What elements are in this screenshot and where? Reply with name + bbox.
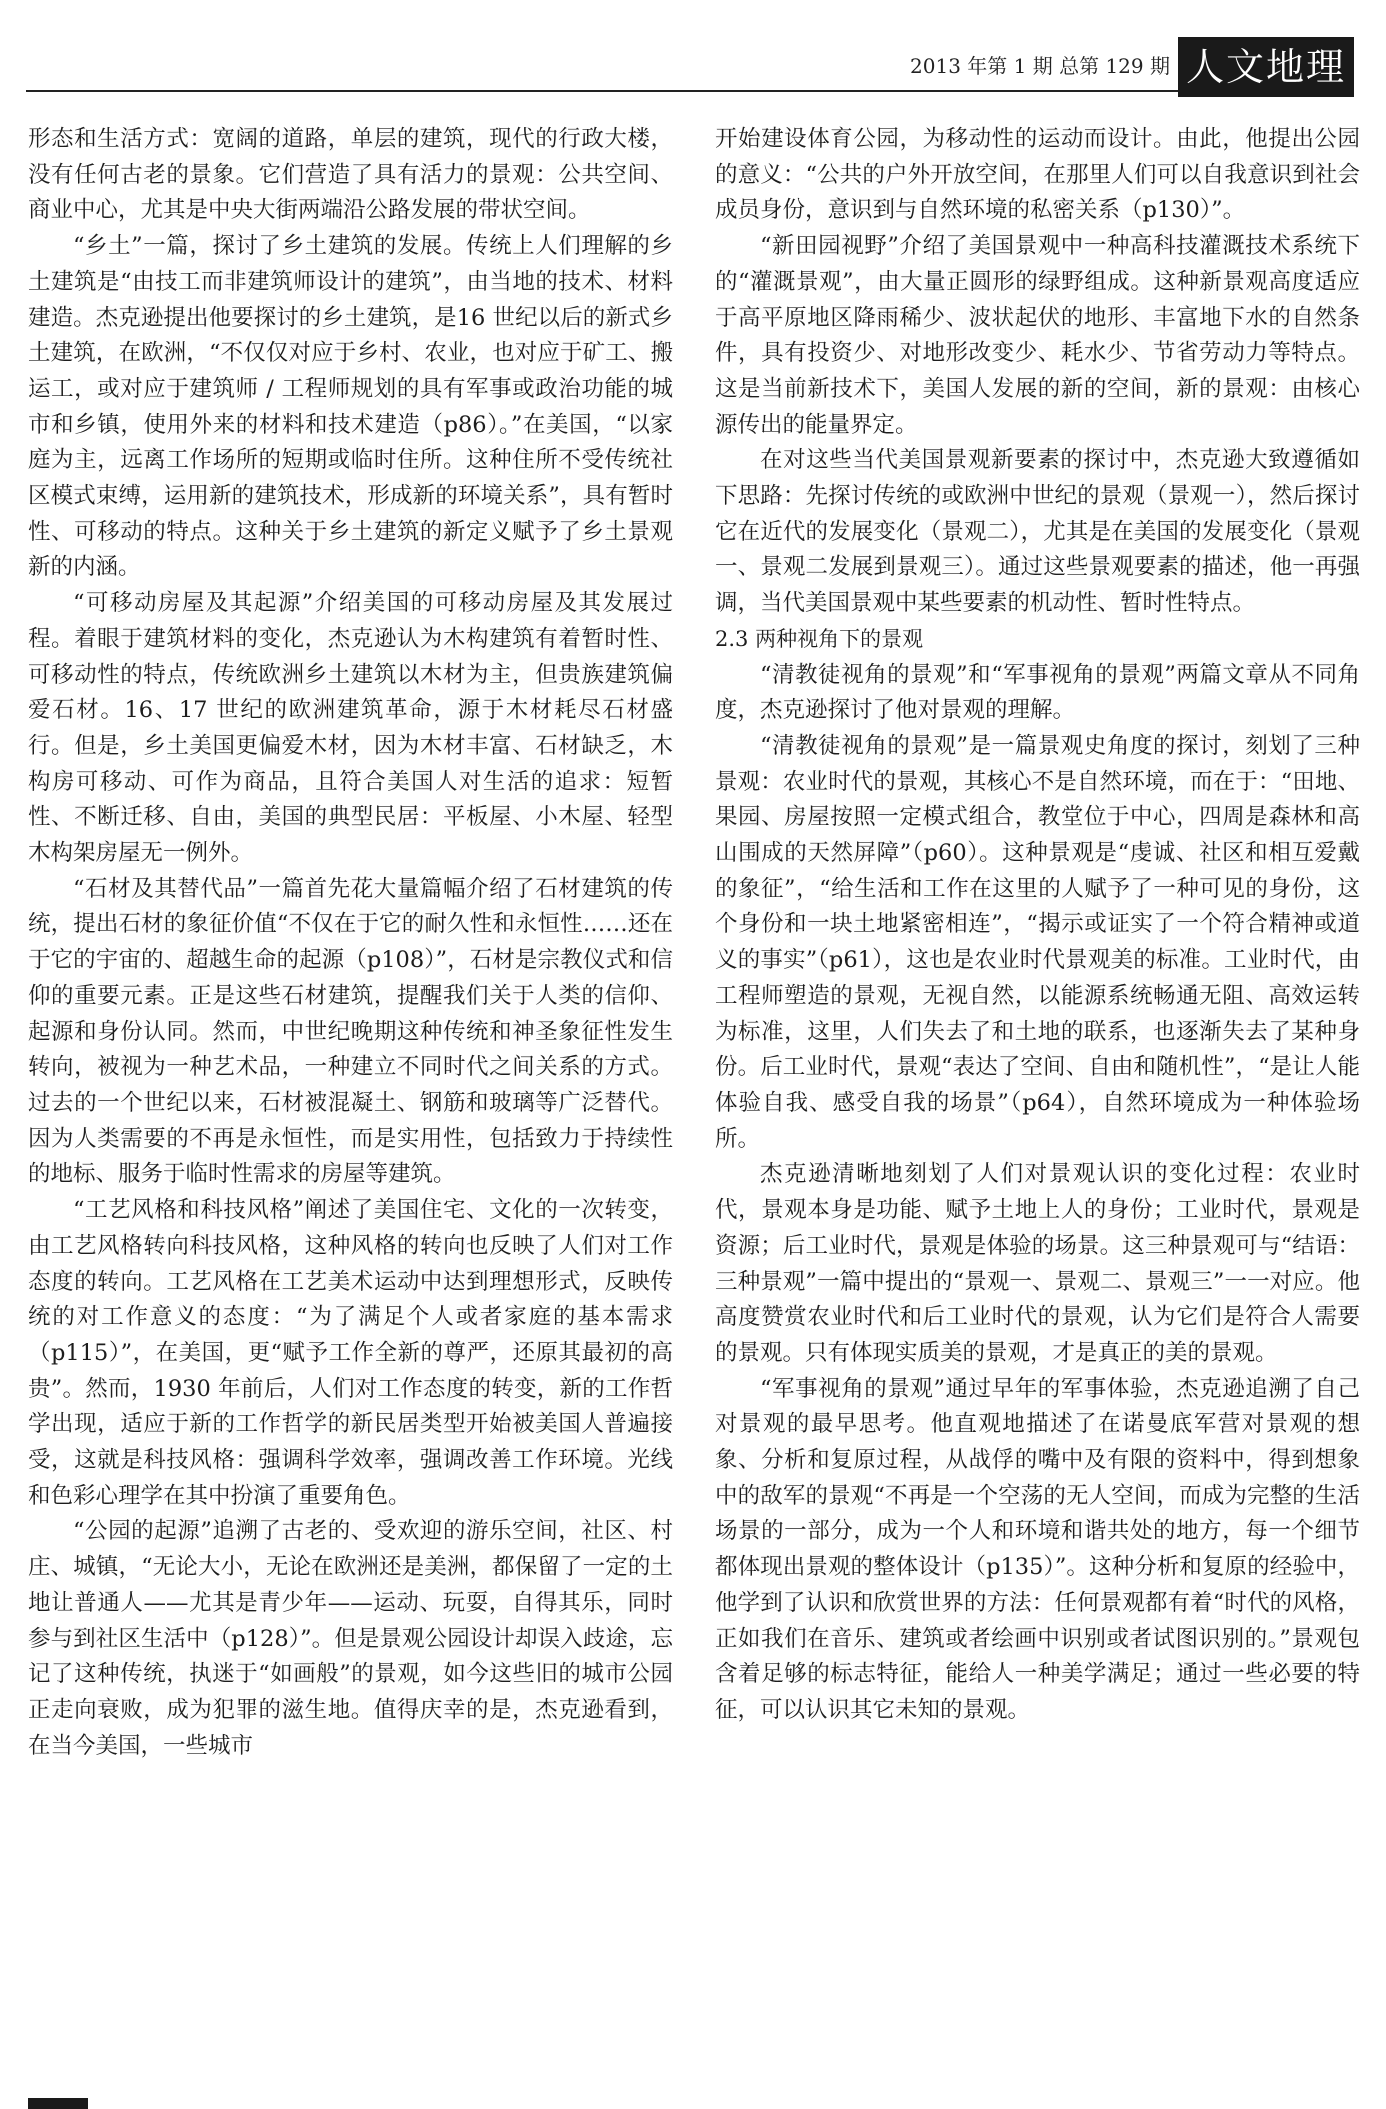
paragraph: 形态和生活方式：宽阔的道路，单层的建筑，现代的行政大楼，没有任何古老的景象。它们营造了具有活力的景观：公共空间、商业中心，尤其是中央大街两端沿公路发展的带状空间。 — [28, 126, 673, 224]
paragraph: “清教徒视角的景观”和“军事视角的景观”两篇文章从不同角度，杰克逊探讨了他对景观的理解。 — [715, 661, 1360, 724]
paragraph: “乡土”一篇，探讨了乡土建筑的发展。传统上人们理解的乡土建筑是“由技工而非建筑师设计的建筑”，由当地的技术、材料建造。杰克逊提出他要探讨的乡土建筑，是16 世纪以后的新式乡土建筑，在欧洲，“不仅仅对应于乡村、农业，也对应于矿工、搬运工，或对应于建筑师 / 工程师规划的具有军事或政治功能的城市和乡镇，使用外来的材料和技术建造（p86）。”在美国，“以家庭为主，远离工作场所的短期或临时住所。这种住所不受传统社区模式束缚，运用新的建筑技术，形成新的环境关系”，具有暂时性、可移动的特点。这种关于乡土建筑的新定义赋予了乡土景观新的内涵。 — [28, 233, 673, 581]
paragraph: “军事视角的景观”通过早年的军事体验，杰克逊追溯了自己对景观的最早思考。他直观地描述了在诺曼底军营对景观的想象、分析和复原过程，从战俘的嘴中及有限的资料中，得到想象中的敌军的景观“不再是一个空荡的无人空间，而成为完整的生活场景的一部分，成为一个人和环境和谐共处的地方，每一个细节都体现出景观的整体设计（p135）”。这种分析和复原的经验中，他学到了认识和欣赏世界的方法：任何景观都有着“时代的风格，正如我们在音乐、建筑或者绘画中识别或者试图识别的。”景观包含着足够的标志特征，能给人一种美学满足；通过一些必要的特征，可以认识其它未知的景观。 — [715, 1375, 1360, 1723]
page-number-tab — [28, 2098, 88, 2109]
journal-name: 人文地理 — [1178, 37, 1354, 97]
header-rule — [26, 90, 1178, 92]
paragraph: “新田园视野”介绍了美国景观中一种高科技灌溉技术系统下的“灌溉景观”，由大量正圆形的绿野组成。这种新景观高度适应于高平原地区降雨稀少、波状起伏的地形、丰富地下水的自然条件，具有投资少、对地形改变少、耗水少、节省劳动力等特点。这是当前新技术下，美国人发展的新的空间，新的景观：由核心源传出的能量界定。 — [715, 233, 1360, 438]
paragraph: 开始建设体育公园，为移动性的运动而设计。由此，他提出公园的意义：“公共的户外开放空间，在那里人们可以自我意识到社会成员身份，意识到与自然环境的私密关系（p130）”。 — [715, 126, 1360, 224]
issue-info: 2013 年第 1 期 总第 129 期 — [910, 54, 1170, 78]
paragraph: “可移动房屋及其起源”介绍美国的可移动房屋及其发展过程。着眼于建筑材料的变化，杰克逊认为木构建筑有着暂时性、可移动性的特点，传统欧洲乡土建筑以木材为主，但贵族建筑偏爱石材。16、17 世纪的欧洲建筑革命，源于木材耗尽石材盛行。但是，乡土美国更偏爱木材，因为木材丰富、石材缺乏，木构房可移动、可作为商品，且符合美国人对生活的追求：短暂性、不断迁移、自由，美国的典型民居：平板屋、小木屋、轻型木构架房屋无一例外。 — [28, 590, 673, 867]
left-column — [28, 122, 673, 1764]
paragraph: “公园的起源”追溯了古老的、受欢迎的游乐空间，社区、村庄、城镇，“无论大小，无论在欧洲还是美洲，都保留了一定的土地让普通人——尤其是青少年——运动、玩耍，自得其乐，同时参与到社区生活中（p128）”。但是景观公园设计却误入歧途，忘记了这种传统，执迷于“如画般”的景观，如今这些旧的城市公园正走向衰败，成为犯罪的滋生地。值得庆幸的是，杰克逊看到，在当今美国，一些城市 — [28, 1518, 673, 1759]
paragraph: “石材及其替代品”一篇首先花大量篇幅介绍了石材建筑的传统，提出石材的象征价值“不仅在于它的耐久性和永恒性……还在于它的宇宙的、超越生命的起源（p108）”，石材是宗教仪式和信仰的重要元素。正是这些石材建筑，提醒我们关于人类的信仰、起源和身份认同。然而，中世纪晚期这种传统和神圣象征性发生转向，被视为一种艺术品，一种建立不同时代之间关系的方式。过去的一个世纪以来，石材被混凝土、钢筋和玻璃等广泛替代。因为人类需要的不再是永恒性，而是实用性，包括致力于持续性的地标、服务于临时性需求的房屋等建筑。 — [28, 875, 673, 1188]
paragraph: 杰克逊清晰地刻划了人们对景观认识的变化过程：农业时代，景观本身是功能、赋予土地上人的身份；工业时代，景观是资源；后工业时代，景观是体验的场景。这三种景观可与“结语：三种景观”一篇中提出的“景观一、景观二、景观三”一一对应。他高度赞赏农业时代和后工业时代的景观，认为它们是符合人需要的景观。只有体现实质美的景观，才是真正的美的景观。 — [715, 1161, 1360, 1366]
paragraph: 在对这些当代美国景观新要素的探讨中，杰克逊大致遵循如下思路：先探讨传统的或欧洲中世纪的景观（景观一），然后探讨它在近代的发展变化（景观二），尤其是在美国的发展变化（景观一、景观二发展到景观三）。通过这些景观要素的描述，他一再强调，当代美国景观中某些要素的机动性、暂时性特点。 — [715, 447, 1360, 617]
right-column — [715, 122, 1360, 1729]
section-heading: 2.3 两种视角下的景观 — [715, 626, 924, 651]
running-header — [0, 0, 1386, 100]
paragraph: “清教徒视角的景观”是一篇景观史角度的探讨，刻划了三种景观：农业时代的景观，其核心不是自然环境，而在于：“田地、果园、房屋按照一定模式组合，教堂位于中心，四周是森林和高山围成的天然屏障”（p60）。这种景观是“虔诚、社区和相互爱戴的象征”，“给生活和工作在这里的人赋予了一种可见的身份，这个身份和一块土地紧密相连”，“揭示或证实了一个符合精神或道义的事实”（p61），这也是农业时代景观美的标准。工业时代，由工程师塑造的景观，无视自然，以能源系统畅通无阻、高效运转为标准，这里，人们失去了和土地的联系，也逐渐失去了某种身份。后工业时代，景观“表达了空间、自由和随机性”，“是让人能体验自我、感受自我的场景”（p64），自然环境成为一种体验场所。 — [715, 732, 1360, 1152]
paragraph: “工艺风格和科技风格”阐述了美国住宅、文化的一次转变，由工艺风格转向科技风格，这种风格的转向也反映了人们对工作态度的转向。工艺风格在工艺美术运动中达到理想形式，反映传统的对工作意义的态度：“为了满足个人或者家庭的基本需求（p115）”，在美国，更“赋予工作全新的尊严，还原其最初的高贵”。然而，1930 年前后，人们对工作态度的转变，新的工作哲学出现，适应于新的工作哲学的新民居类型开始被美国人普遍接受，这就是科技风格：强调科学效率，强调改善工作环境。光线和色彩心理学在其中扮演了重要角色。 — [28, 1197, 673, 1509]
